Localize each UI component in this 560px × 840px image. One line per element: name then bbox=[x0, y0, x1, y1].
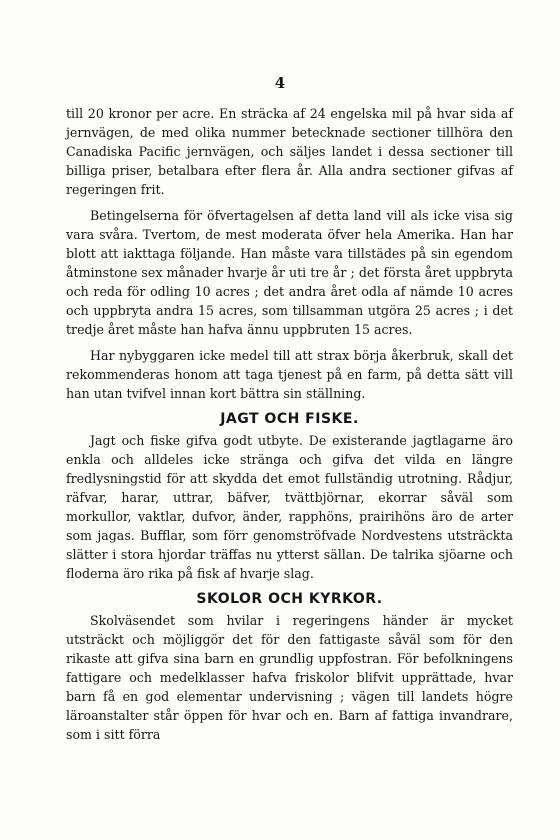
paragraph-settler-advice: Har nybyggaren icke medel till att strax börja åkerbruk, skall det rekommenderas honom att taga tjenest på en farm, på detta sätt vill han utan tvifvel innan kort bättra sin ställning. bbox=[66, 348, 513, 401]
paragraph-schools: Skolväsendet som hvilar i regeringens händer är mycket utsträckt och möjliggör det för den fattigaste såväl som för den rikaste att gifva sina barn en grundlig uppfostran. För befolkningens fattigare och medelklasser hafva friskolor blifvit upprättade, hvar barn få en god elementar undervisning ; vägen till landets högre läroanstalter står öppen för hvar och en. Barn af fattiga invandrare, som i sitt förra bbox=[66, 613, 513, 742]
paragraph-land-conditions: Betingelserna för öfvertagelsen af detta land vill als icke visa sig vara svåra. Tvertom, de mest moderata öfver hela Amerika. Han har blott att iakttaga följande. Han måste vara tillstädes på sin egendom åtminstone sex månader hvarje år uti tre år ; det första året uppbryta och reda för odling 10 acres ; det andra året odla af nämde 10 acres och uppbryta andra 15 acres, som tillsamman utgöra 25 acres ; i det tredje året måste han hafva ännu uppbruten 15 acres. bbox=[66, 208, 513, 337]
paragraph-land-prices: till 20 kronor per acre. En sträcka af 24 engelska mil på hvar sida af jernvägen, de med olika nummer betecknade sectioner tillhöra den Canadiska Pacific jernvägen, och säljes landet i dessa sectioner till billiga priser, betalbara efter flera år. Alla andra sectioner gifvas af regeringen frit. bbox=[66, 106, 513, 197]
section-heading-schools-churches: SKOLOR OCH KYRKOR. bbox=[196, 591, 383, 607]
page-body bbox=[66, 104, 513, 751]
section-heading-hunting-fishing: JAGT OCH FISKE. bbox=[220, 411, 359, 427]
page-number: 4 bbox=[274, 74, 286, 92]
paragraph-hunting-fishing: Jagt och fiske gifva godt utbyte. De existerande jagtlagarne äro enkla och alldeles icke stränga och gifva det vilda en längre fredlysningstid för att skydda det emot fullständig utrotning. Rådjur, räfvar, harar, uttrar, bäfver, tvättbjörnar, ekorrar såväl som morkullor, vaktlar, dufvor, änder, rapphöns, prairihöns äro de arter som jagas. Bufflar, som förr genomströfvade Nordvestens utsträckta slätter i stora hjordar träffas nu ytterst sällan. De talrika sjöarne och floderna äro rika på fisk af hvarje slag. bbox=[66, 433, 513, 581]
